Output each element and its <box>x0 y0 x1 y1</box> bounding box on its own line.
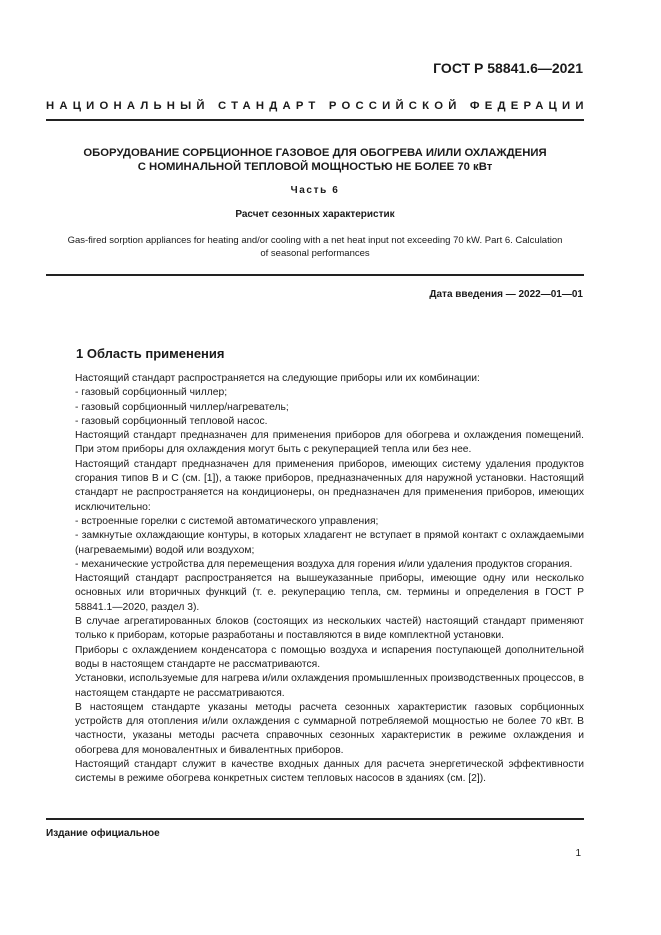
document-title <box>46 146 584 174</box>
list-item: - встроенные горелки с системой автоматического управления; <box>75 515 379 527</box>
paragraph: Настоящий стандарт служит в качестве входных данных для расчета энергетической эффективности системы в режиме обогрева конкретных систем тепловых насосов в зданиях (см. [2]). <box>75 759 584 785</box>
list-item: - газовый сорбционный тепловой насос. <box>75 415 268 427</box>
list-item: - замкнутые охлаждающие контуры, в которых хладагент не вступает в прямой контакт с охлаждаемыми (нагреваемыми) водой или воздухом; <box>75 530 584 556</box>
paragraph: Настоящий стандарт распространяется на следующие приборы или их комбинации: <box>75 373 480 384</box>
list-item: - механические устройства для перемещения воздуха для горения и/или удаления продуктов сгорания. <box>75 558 573 570</box>
paragraph: В настоящем стандарте указаны методы расчета сезонных характеристик газовых сорбционных устройств для отопления и/или охлаждения с суммарной потребляемой мощностью не более 70 кВт. В частности, указаны методы расчета справочных сезонных характеристик в режиме охлаждения и обогрева для моновалентных и бивалентных приборов. <box>75 701 584 756</box>
section-heading: 1 Область применения <box>76 346 225 361</box>
paragraph: Настоящий стандарт распространяется на вышеуказанные приборы, имеющие одну или несколько основных или вторичных функций (т. е. рекуперацию тепла, см. термины и определения в ГОСТ Р 58841.1—2020, раздел 3). <box>75 573 584 613</box>
official-edition-label: Издание официальное <box>46 828 160 839</box>
english-title <box>46 235 584 260</box>
effective-date: Дата введения — 2022—01—01 <box>429 289 583 300</box>
title-line-2: С НОМИНАЛЬНОЙ ТЕПЛОВОЙ МОЩНОСТЬЮ НЕ БОЛЕЕ 70 кВт <box>137 161 493 173</box>
title-line-1: ОБОРУДОВАНИЕ СОРБЦИОННОЕ ГАЗОВОЕ ДЛЯ ОБОГРЕВА И/ИЛИ ОХЛАЖДЕНИЯ <box>83 147 547 159</box>
list-item: - газовый сорбционный чиллер/нагреватель; <box>75 401 289 413</box>
bottom-divider <box>46 274 584 276</box>
english-title-line-1: Gas-fired sorption appliances for heating and/or cooling with a net heat input not exceeding 70 kW. Part 6. Calculation <box>67 235 563 246</box>
national-standard-banner: НАЦИОНАЛЬНЫЙ СТАНДАРТ РОССИЙСКОЙ ФЕДЕРАЦИИ <box>46 100 589 112</box>
paragraph: Настоящий стандарт предназначен для применения приборов для обогрева и охлаждения помещений. При этом приборы для охлаждения могут быть с рекуперацией тепла или без нее. <box>75 430 584 456</box>
page-number: 1 <box>575 848 581 859</box>
standard-code: ГОСТ Р 58841.6—2021 <box>433 60 583 76</box>
paragraph: Установки, используемые для нагрева и/или охлаждения промышленных производственных процессов, в настоящем стандарте не рассматриваются. <box>75 673 584 699</box>
english-title-line-2: of seasonal performances <box>260 247 370 259</box>
paragraph: Настоящий стандарт предназначен для применения приборов, имеющих систему удаления продуктов сгорания типов B и C (см. [1]), а также приборов, предназначенных для наружной установки. Настоящий стандарт не распространяется на кондиционеры, он предназначен для применения приборов, имеющих исключительно: <box>75 458 584 513</box>
list-item: - газовый сорбционный чиллер; <box>75 387 228 399</box>
footer-divider <box>46 818 584 820</box>
paragraph: В случае агрегатированных блоков (состоящих из нескольких частей) настоящий стандарт применяют только к приборам, которые разработаны и поставляются в виде комплектной установки. <box>75 616 584 642</box>
top-divider <box>46 119 584 121</box>
section-body <box>75 372 584 787</box>
part-subtitle: Расчет сезонных характеристик <box>235 209 395 220</box>
paragraph: Приборы с охлаждением конденсатора с помощью воздуха и испарения поступающей дополнительной воды в настоящем стандарте не рассматриваются. <box>75 644 584 670</box>
part-label: Часть 6 <box>290 185 340 196</box>
